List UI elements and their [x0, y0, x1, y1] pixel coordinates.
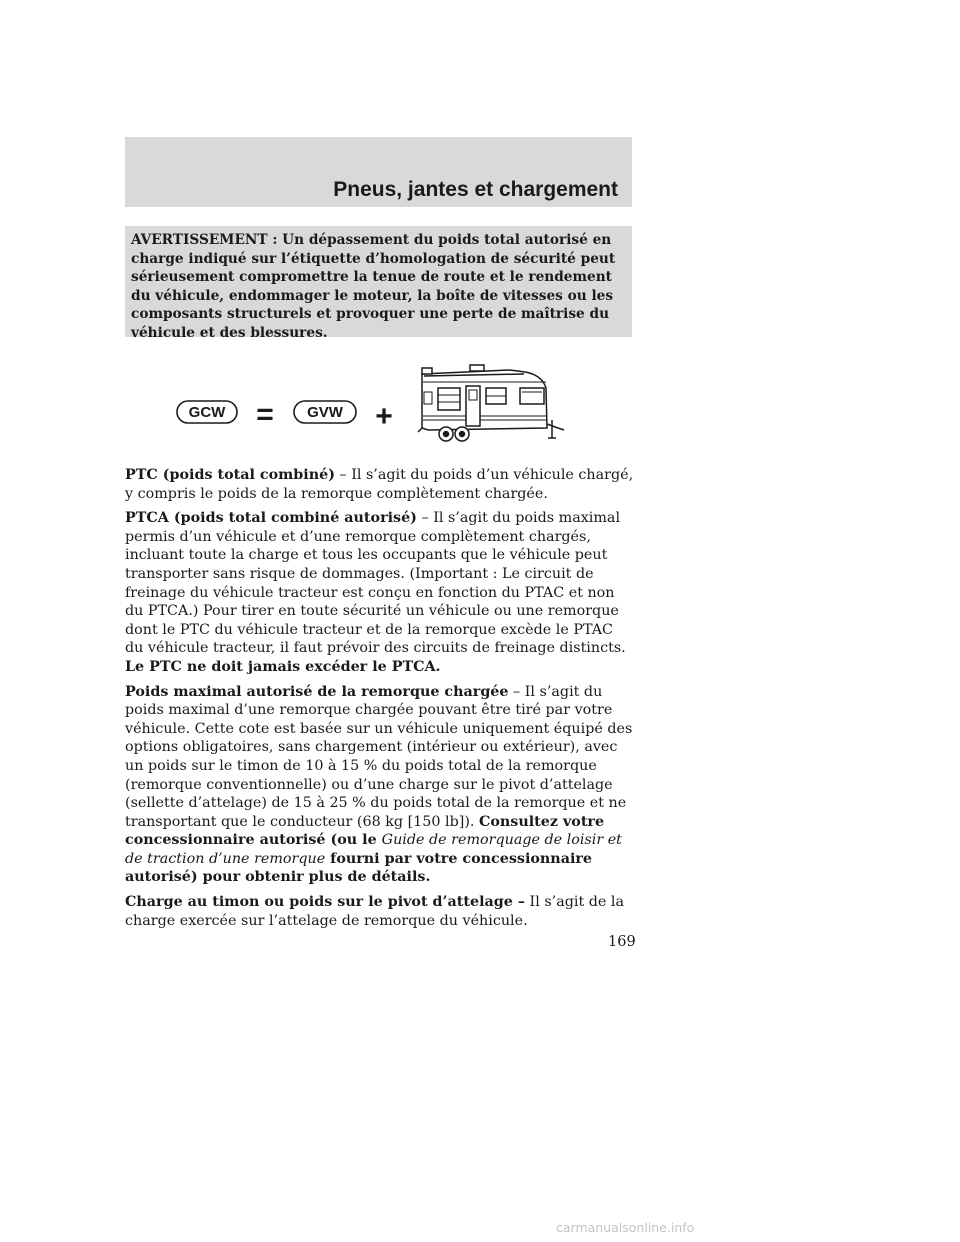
- gcw-formula-illustration: [160, 358, 600, 458]
- page-number: 169: [608, 934, 636, 950]
- definition-tongue-load: Il s’agit de la charge exercée sur l’attelage de remorque du véhicule.: [125, 894, 624, 929]
- plus-sign: +: [375, 400, 393, 433]
- gvw-label: GVW: [307, 404, 343, 421]
- definition-ptca: – Il s’agit du poids maximal permis d’un véhicule et d’une remorque complètement chargés, incluant toute la charge et tous les occupants que le véhicule peut transporter sans risque de dommages. (Important : Le circuit de freinage du véhicule tracteur est conçu en fonction du PTAC et non du PTCA.) Pour tirer en toute sécurité un véhicule ou une remorque dont le PTC du véhicule tracteur et de la remorque excède le PTAC du véhicule tracteur, il faut prévoir des circuits de freinage distincts.: [125, 510, 626, 657]
- section-title: Pneus, jantes et chargement: [333, 178, 618, 201]
- warning-box: [125, 226, 632, 341]
- gcw-label: GCW: [188, 404, 226, 421]
- towing-guide-title: Guide de remorquage de loisir et de traction d’une remorque: [125, 832, 622, 867]
- definition-ptc: – Il s’agit du poids d’un véhicule chargé, y compris le poids de la remorque complètement chargée.: [125, 467, 634, 502]
- body-text: [125, 466, 635, 936]
- section-header: [125, 137, 632, 207]
- paragraph-tongue-load: [125, 893, 635, 930]
- dealer-advice-end: fourni par votre concessionnaire autorisé) pour obtenir plus de détails.: [125, 850, 593, 886]
- dealer-advice-start: Consultez votre concessionnaire autorisé (ou le: [125, 813, 605, 849]
- watermark: carmanualsonline.info: [556, 1220, 695, 1235]
- paragraph-ptca: [125, 509, 635, 676]
- term-ptca: PTCA (poids total combiné autorisé): [125, 510, 417, 527]
- travel-trailer-icon: [418, 365, 564, 441]
- paragraph-max-trailer-weight: [125, 683, 635, 888]
- term-tongue-load: Charge au timon ou poids sur le pivot d’attelage –: [125, 894, 526, 911]
- equals-sign: =: [256, 398, 274, 431]
- definition-max-trailer-weight: – Il s’agit du poids maximal d’une remorque chargée pouvant être tiré par votre véhicule. Cette cote est basée sur un véhicule uniquement équipé des options obligatoires, sans chargement (intérieur ou extérieur), avec un poids sur le timon de 10 à 15 % du poids total de la remorque (remorque conventionnelle) ou d’une charge sur le pivot d’attelage (sellette d’attelage) de 15 à 25 % du poids total de la remorque et ne transportant que le conducteur (68 kg [150 lb]).: [125, 683, 633, 830]
- term-max-trailer-weight: Poids maximal autorisé de la remorque chargée: [125, 683, 509, 700]
- paragraph-ptc: [125, 466, 635, 503]
- term-ptc: PTC (poids total combiné): [125, 467, 335, 483]
- warning-text: AVERTISSEMENT : Un dépassement du poids total autorisé en charge indiqué sur l’étiquette d’homologation de sécurité peut sérieusement compromettre la tenue de route et le rendement du véhicule, endommager le moteur, la boîte de vitesses ou les composants structurels et provoquer une perte de maîtrise du véhicule et des blessures.: [131, 232, 616, 341]
- ptca-emphasis: Le PTC ne doit jamais excéder le PTCA.: [125, 658, 441, 675]
